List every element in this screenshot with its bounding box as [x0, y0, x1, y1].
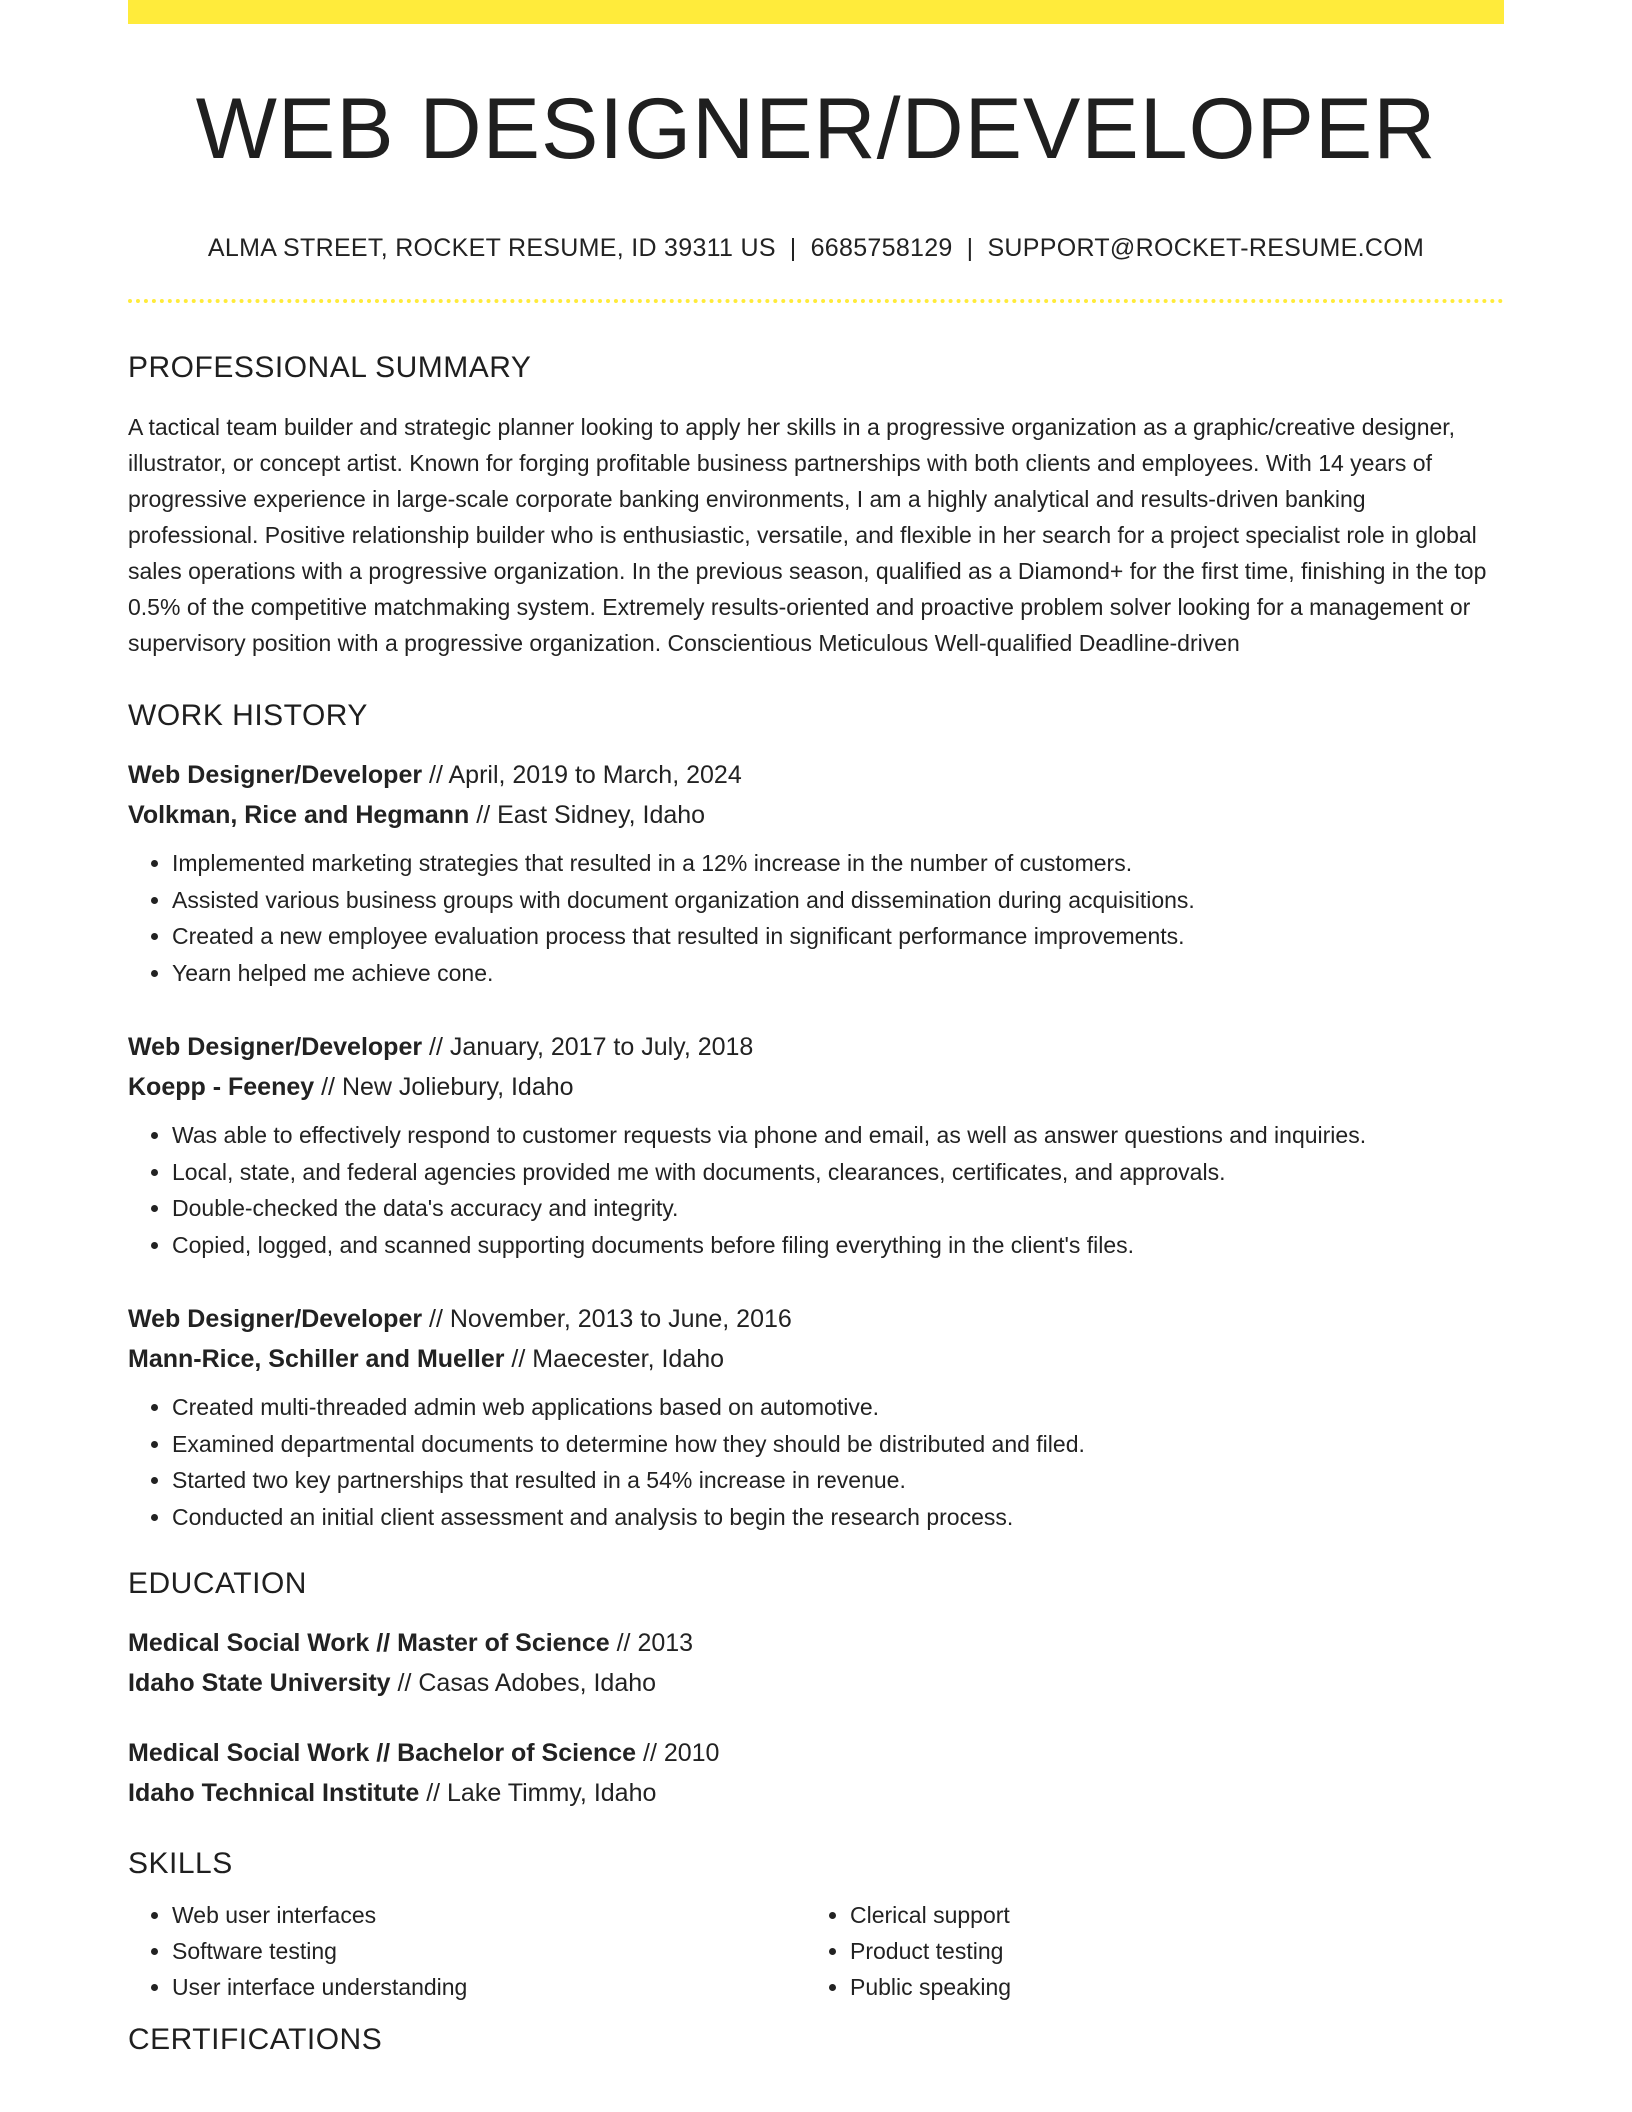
job-entry: [128, 1299, 1504, 1535]
top-accent-bar: [128, 0, 1504, 24]
job-dates: // January, 2017 to July, 2018: [422, 1033, 754, 1061]
job-role: Web Designer/Developer: [128, 761, 423, 789]
school-location: // Lake Timmy, Idaho: [419, 1779, 657, 1807]
list-item: • Double-checked the data's accuracy and integrity.: [172, 1190, 1504, 1227]
education-entry: [128, 1733, 1504, 1813]
list-item: • User interface understanding: [172, 1969, 806, 2005]
list-item: • Created a new employee evaluation process that resulted in significant performance improvements.: [172, 918, 1504, 955]
job-company: Koepp - Feeney: [128, 1073, 315, 1101]
job-company-line: [128, 1067, 1504, 1107]
list-item: • Public speaking: [850, 1969, 1484, 2005]
job-role: Web Designer/Developer: [128, 1033, 423, 1061]
degree-year: // 2013: [609, 1629, 694, 1657]
job-dates: // April, 2019 to March, 2024: [422, 761, 742, 789]
list-item: • Product testing: [850, 1933, 1484, 1969]
degree-name: Medical Social Work // Bachelor of Science: [128, 1739, 637, 1767]
job-bullets: [128, 1389, 1504, 1535]
list-item: • Examined departmental documents to determine how they should be distributed and filed.: [172, 1426, 1504, 1463]
job-title-line: [128, 755, 1504, 795]
contact-separator: |: [789, 234, 797, 262]
job-title-line: [128, 1299, 1504, 1339]
job-title-line: [128, 1027, 1504, 1067]
contact-separator: |: [966, 234, 974, 262]
skills-list-right: [806, 1897, 1484, 2005]
list-item: • Copied, logged, and scanned supporting documents before filing everything in the client's files.: [172, 1227, 1504, 1264]
list-item: • Assisted various business groups with document organization and dissemination during acquisitions.: [172, 882, 1504, 919]
job-role: Web Designer/Developer: [128, 1305, 423, 1333]
contact-phone: 6685758129: [810, 234, 953, 262]
job-entry: [128, 1027, 1504, 1263]
school-name: Idaho Technical Institute: [128, 1779, 420, 1807]
job-company: Mann-Rice, Schiller and Mueller: [128, 1345, 505, 1373]
job-location: // Maecester, Idaho: [504, 1345, 725, 1373]
degree-line: [128, 1733, 1504, 1773]
resume-page: [128, 0, 1504, 2055]
list-item: • Created multi-threaded admin web applications based on automotive.: [172, 1389, 1504, 1426]
list-item: • Clerical support: [850, 1897, 1484, 1933]
degree-name: Medical Social Work // Master of Science: [128, 1629, 610, 1657]
school-name: Idaho State University: [128, 1669, 391, 1697]
list-item: • Yearn helped me achieve cone.: [172, 955, 1504, 992]
contact-address: ALMA STREET, ROCKET RESUME, ID 39311 US: [207, 234, 776, 262]
school-line: [128, 1773, 1504, 1813]
summary-text: A tactical team builder and strategic planner looking to apply her skills in a progressive organization as a graphic/creative designer, illustrator, or concept artist. Known for forging profitable business partnerships with both clients and employees. With 14 years of progressive experience in large-scale corporate banking environments, I am a highly analytical and results-driven banking professional. Positive relationship builder who is enthusiastic, versatile, and flexible in her search for a project specialist role in global sales operations with a progressive organization. In the previous season, qualified as a Diamond+ for the first time, finishing in the top 0.5% of the competitive matchmaking system. Extremely results-oriented and proactive problem solver looking for a management or supervisory position with a progressive organization. Conscientious Meticulous Well-qualified Deadline-driven: [128, 414, 1487, 656]
skills-grid: [128, 1897, 1504, 2005]
list-item: • Software testing: [172, 1933, 806, 1969]
list-item: • Conducted an initial client assessment and analysis to begin the research process.: [172, 1499, 1504, 1536]
resume-name: WEB DESIGNER/DEVELOPER: [195, 81, 1437, 177]
degree-line: [128, 1623, 1504, 1663]
education-heading: EDUCATION: [128, 1567, 307, 1600]
job-bullets: [128, 1117, 1504, 1263]
job-location: // New Joliebury, Idaho: [314, 1073, 574, 1101]
job-bullets: [128, 845, 1504, 991]
list-item: • Local, state, and federal agencies provided me with documents, clearances, certificates, and approvals.: [172, 1154, 1504, 1191]
job-dates: // November, 2013 to June, 2016: [422, 1305, 792, 1333]
certifications-heading: CERTIFICATIONS: [128, 2023, 383, 2056]
dotted-divider: [128, 299, 1504, 303]
job-company-line: [128, 795, 1504, 835]
list-item: • Started two key partnerships that resulted in a 54% increase in revenue.: [172, 1462, 1504, 1499]
job-company: Volkman, Rice and Hegmann: [128, 801, 470, 829]
education-entry: [128, 1623, 1504, 1703]
job-entry: [128, 755, 1504, 991]
skills-heading: SKILLS: [128, 1847, 233, 1880]
school-line: [128, 1663, 1504, 1703]
school-location: // Casas Adobes, Idaho: [390, 1669, 657, 1697]
list-item: • Was able to effectively respond to customer requests via phone and email, as well as answer questions and inquiries.: [172, 1117, 1504, 1154]
list-item: • Implemented marketing strategies that resulted in a 12% increase in the number of customers.: [172, 845, 1504, 882]
degree-year: // 2010: [636, 1739, 720, 1767]
contact-email: SUPPORT@ROCKET-RESUME.COM: [987, 234, 1425, 262]
job-location: // East Sidney, Idaho: [469, 801, 706, 829]
job-company-line: [128, 1339, 1504, 1379]
summary-heading: PROFESSIONAL SUMMARY: [128, 351, 532, 384]
work-history-heading: WORK HISTORY: [128, 699, 368, 732]
contact-line: [128, 236, 1504, 261]
list-item: • Web user interfaces: [172, 1897, 806, 1933]
skills-list-left: [128, 1897, 806, 2005]
